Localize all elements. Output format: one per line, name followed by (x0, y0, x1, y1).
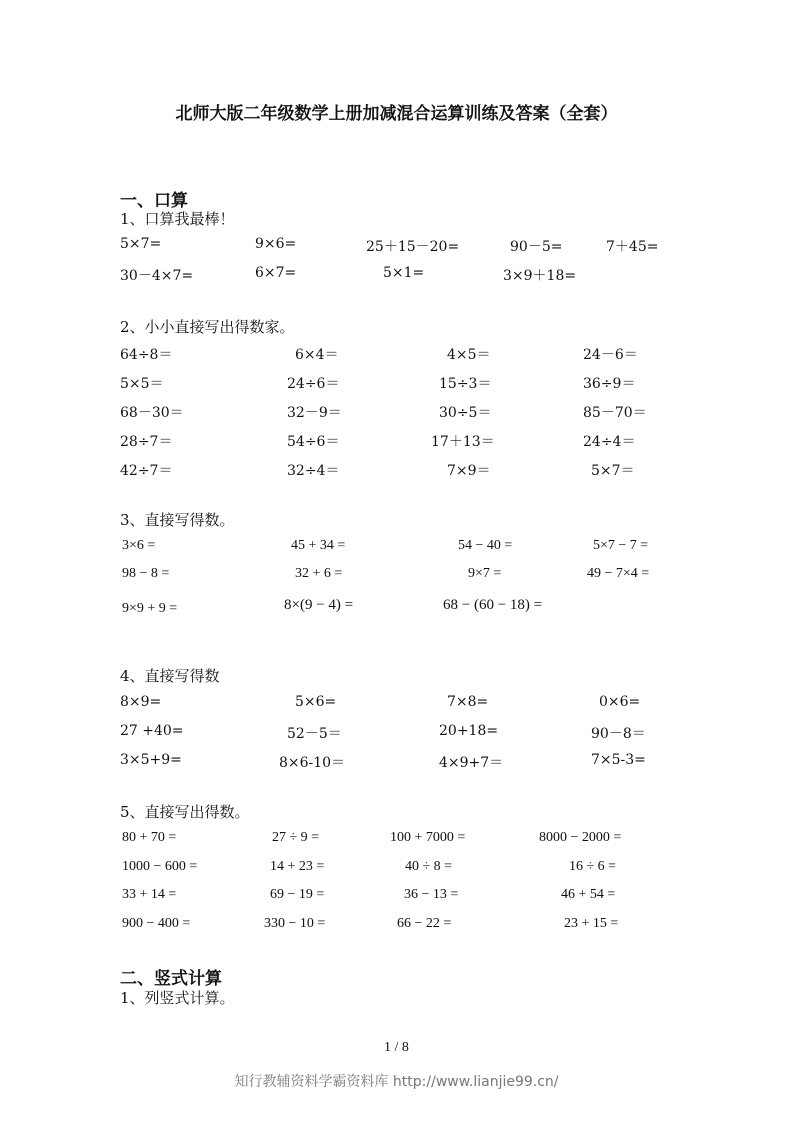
problem-cell: 42÷7＝ (120, 463, 173, 479)
problem-cell: 45 + 34 = (291, 538, 346, 553)
problem-cell: 6×4＝ (295, 347, 339, 363)
problem-cell: 32÷4＝ (287, 463, 340, 479)
problem-cell: 8×9= (120, 694, 162, 710)
problem-cell: 0×6= (599, 694, 641, 710)
problem-cell: 8000 − 2000 = (539, 830, 622, 845)
problem-cell: 4×5＝ (447, 347, 491, 363)
problem-cell: 5×5＝ (120, 376, 164, 392)
problem-cell: 90－8＝ (591, 726, 646, 742)
problem-cell: 69 − 19 = (270, 887, 325, 902)
problem-cell: 8×6-10＝ (279, 755, 346, 771)
problem-cell: 32－9＝ (287, 405, 342, 421)
problem-cell: 52－5＝ (287, 726, 342, 742)
problem-cell: 32 + 6 = (295, 566, 343, 581)
problem-cell: 5×7＝ (591, 463, 635, 479)
problem-cell: 54÷6＝ (287, 434, 340, 450)
problem-cell: 16 ÷ 6 = (569, 859, 617, 874)
section2-part1-heading: 1、列竖式计算。 (120, 989, 235, 1007)
problem-cell: 5×7 − 7 = (593, 538, 649, 553)
problem-cell: 68－30＝ (120, 405, 184, 421)
footer-watermark: 知行教辅资料学霸资料库 http://www.lianjie99.cn/ (234, 1074, 559, 1090)
problem-cell: 3×9＋18= (503, 268, 577, 284)
problem-cell: 5×6= (295, 694, 337, 710)
problem-cell: 80 + 70 = (122, 830, 177, 845)
problem-cell: 15÷3＝ (439, 376, 492, 392)
problem-cell: 3×6 = (122, 538, 156, 553)
problem-cell: 9×6= (255, 236, 297, 252)
problem-cell: 30－4×7= (120, 268, 194, 284)
document-title: 北师大版二年级数学上册加减混合运算训练及答案（全套） (175, 104, 618, 124)
problem-cell: 3×5+9= (120, 752, 182, 768)
problem-cell: 66 − 22 = (397, 916, 452, 931)
problem-cell: 900 − 400 = (122, 916, 191, 931)
problem-cell: 24－6＝ (583, 347, 638, 363)
part4-heading: 4、直接写得数 (120, 667, 220, 685)
part2-heading: 2、小小直接写出得数家。 (120, 318, 295, 336)
problem-cell: 7×8= (447, 694, 489, 710)
problem-cell: 36÷9＝ (583, 376, 636, 392)
part3-heading: 3、直接写得数。 (120, 511, 235, 529)
problem-cell: 17＋13＝ (431, 434, 495, 450)
problem-cell: 23 + 15 = (564, 916, 619, 931)
part1-heading: 1、口算我最棒！ (120, 210, 235, 228)
section-heading-vertical: 二、竖式计算 (120, 969, 222, 989)
problem-cell: 9×9 + 9 = (122, 601, 178, 616)
problem-cell: 30÷5＝ (439, 405, 492, 421)
problem-cell: 8×(9 − 4) = (284, 597, 354, 613)
problem-cell: 46 + 54 = (561, 887, 616, 902)
problem-cell: 14 + 23 = (270, 859, 325, 874)
problem-cell: 27 +40= (120, 723, 184, 739)
problem-cell: 5×1= (383, 265, 425, 281)
section-heading-oral: 一、口算 (120, 191, 188, 211)
problem-cell: 27 ÷ 9 = (272, 830, 320, 845)
problem-cell: 1000 − 600 = (122, 859, 198, 874)
problem-cell: 20+18= (439, 723, 499, 739)
problem-cell: 49 − 7×4 = (587, 566, 650, 581)
problem-cell: 40 ÷ 8 = (405, 859, 453, 874)
problem-cell: 9×7 = (468, 566, 502, 581)
problem-cell: 68 − (60 − 18) = (443, 597, 543, 613)
problem-cell: 90－5= (510, 239, 563, 255)
part5-heading: 5、直接写出得数。 (120, 803, 250, 821)
problem-cell: 98 − 8 = (122, 566, 170, 581)
problem-cell: 5×7= (120, 236, 162, 252)
problem-cell: 24÷6＝ (287, 376, 340, 392)
problem-cell: 4×9+7＝ (439, 755, 504, 771)
problem-cell: 85－70＝ (583, 405, 647, 421)
page-number: 1 / 8 (384, 1040, 409, 1055)
problem-cell: 33 + 14 = (122, 887, 177, 902)
problem-cell: 7×9＝ (447, 463, 491, 479)
problem-cell: 28÷7＝ (120, 434, 173, 450)
problem-cell: 54 − 40 = (458, 538, 513, 553)
problem-cell: 7×5-3= (591, 752, 646, 768)
problem-cell: 100 + 7000 = (390, 830, 466, 845)
problem-cell: 7＋45= (606, 239, 659, 255)
problem-cell: 24÷4＝ (583, 434, 636, 450)
problem-cell: 36 − 13 = (404, 887, 459, 902)
problem-cell: 6×7= (255, 265, 297, 281)
problem-cell: 330 − 10 = (264, 916, 326, 931)
problem-cell: 25＋15－20= (366, 239, 460, 255)
problem-cell: 64÷8＝ (120, 347, 173, 363)
